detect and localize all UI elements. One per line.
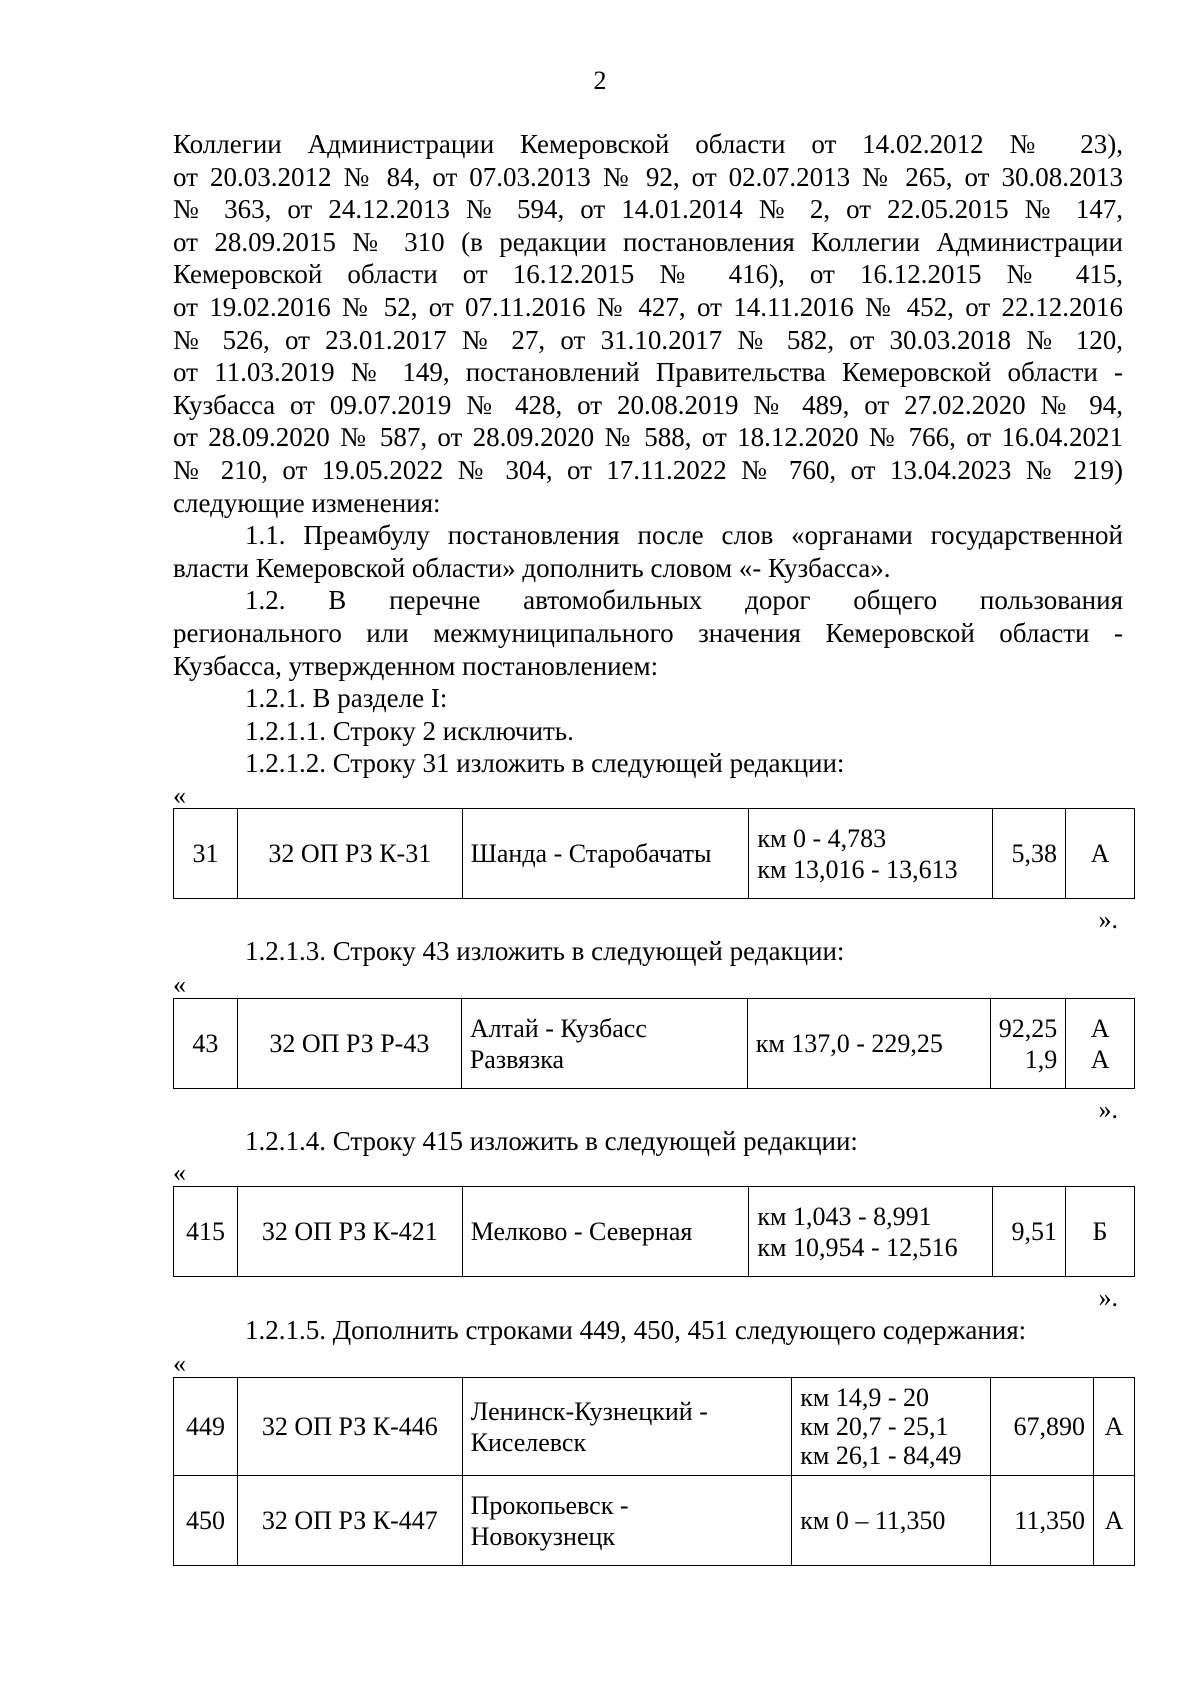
text-line: Кузбасса, утвержденном постановлением: (173, 650, 659, 681)
km-line: км 26,1 - 84,49 (800, 1441, 962, 1470)
text-line: регионального или межмуниципального значения Кемеровской области - (173, 617, 1123, 648)
paragraph-1-2-1-3: 1.2.1.3. Строку 43 изложить в следующей редакции: (245, 936, 845, 966)
road-category: Б (1066, 1187, 1135, 1277)
road-name-line: Прокопьевск - (470, 1490, 629, 1520)
road-code: 32 ОП РЗ К-31 (237, 809, 462, 899)
text-line: от 19.02.2016 № 52, от 07.11.2016 № 427, от 14.11.2016 № 452, от 22.12.2016 (173, 291, 1123, 322)
km-range: км 0 – 11,350 (792, 1476, 991, 1566)
road-code: 32 ОП РЗ К-446 (237, 1378, 462, 1476)
table-row-415 (173, 1186, 1135, 1277)
km-line: км 13,016 - 13,613 (757, 854, 958, 884)
text-line: Кемеровской области от 16.12.2015 № 416), от 16.12.2015 № 415, (173, 259, 1123, 290)
table-row-31 (173, 808, 1135, 899)
page-number: 2 (593, 66, 607, 95)
text-line: следующие изменения: (173, 487, 441, 518)
road-name (462, 1378, 792, 1476)
paragraph-1-2: 1.2. В перечне автомобильных дорог общего пользования (245, 585, 1123, 616)
road-length (990, 999, 1066, 1089)
table-row (174, 1476, 1135, 1566)
text-line: от 28.09.2020 № 587, от 28.09.2020 № 588, от 18.12.2020 № 766, от 16.04.2021 (173, 422, 1123, 453)
road-name-line: Алтай - Кузбасс (469, 1013, 647, 1043)
text-line: № 363, от 24.12.2013 № 594, от 14.01.2014 № 2, от 22.05.2015 № 147, (173, 194, 1123, 225)
text-line: № 210, от 19.05.2022 № 304, от 17.11.2022 № 760, от 13.04.2023 № 219) (173, 454, 1123, 485)
text-line: от 11.03.2019 № 149, постановлений Правительства Кемеровской области - (173, 357, 1123, 388)
road-name-line: Киселевск (470, 1427, 587, 1457)
km-line: км 14,9 - 20 (800, 1383, 930, 1412)
quote-open: « (173, 781, 186, 810)
text-line: власти Кемеровской области» дополнить словом «- Кузбасса». (173, 552, 891, 583)
quote-open: « (173, 970, 186, 999)
road-name (462, 1476, 792, 1566)
paragraph-1-1: 1.1. Преамбулу постановления после слов «органами государственной (245, 520, 1123, 551)
table-rows-449-451 (173, 1377, 1135, 1566)
km-line: км 0 - 4,783 (757, 823, 887, 853)
text-line: Кузбасса от 09.07.2019 № 428, от 20.08.2019 № 489, от 27.02.2020 № 94, (173, 389, 1123, 420)
road-length: 11,350 (991, 1476, 1094, 1566)
road-length: 9,51 (993, 1187, 1066, 1277)
text-line: от 20.03.2012 № 84, от 07.03.2013 № 92, от 02.07.2013 № 265, от 30.08.2013 (173, 161, 1123, 192)
road-code: 32 ОП РЗ Р-43 (237, 999, 461, 1089)
road-length: 67,890 (991, 1378, 1094, 1476)
row-number: 450 (174, 1476, 238, 1566)
road-name-line: Новокузнецк (470, 1521, 616, 1551)
road-category (1066, 999, 1135, 1089)
km-line: км 10,954 - 12,516 (757, 1232, 958, 1262)
row-number: 449 (174, 1378, 238, 1476)
row-number: 31 (174, 809, 238, 899)
km-range (749, 809, 993, 899)
km-line: км 1,043 - 8,991 (757, 1201, 932, 1231)
row-number: 43 (174, 999, 238, 1089)
table-row (174, 1378, 1135, 1476)
text-line: Коллегии Администрации Кемеровской области от 14.02.2012 № 23), (173, 129, 1123, 159)
road-name-line: Ленинск-Кузнецкий - (470, 1396, 708, 1426)
road-length: 5,38 (993, 809, 1066, 899)
road-name-line: Развязка (469, 1044, 565, 1074)
paragraph-1-2-1-4: 1.2.1.4. Строку 415 изложить в следующей редакции: (245, 1126, 858, 1156)
paragraph-1-2-1-5: 1.2.1.5. Дополнить строками 449, 450, 451 следующего содержания: (245, 1315, 1027, 1345)
length-line: 92,25 (998, 1013, 1058, 1043)
length-line: 1,9 (1024, 1044, 1058, 1074)
road-category: А (1066, 809, 1135, 899)
category-line: А (1090, 1044, 1110, 1074)
text-line: от 28.09.2015 № 310 (в редакции постановления Коллегии Администрации (173, 226, 1123, 257)
road-name (461, 999, 747, 1089)
body-text (173, 128, 1123, 780)
quote-close: ». (1098, 905, 1118, 934)
table-row-43 (173, 998, 1135, 1089)
paragraph-1-2-1-2: 1.2.1.2. Строку 31 изложить в следующей редакции: (245, 748, 845, 779)
text-line: № 526, от 23.01.2017 № 27, от 31.10.2017 № 582, от 30.03.2018 № 120, (173, 324, 1123, 355)
quote-close: ». (1098, 1283, 1118, 1312)
quote-open: « (173, 1158, 186, 1187)
quote-open: « (173, 1349, 186, 1378)
quote-close: ». (1098, 1095, 1118, 1124)
paragraph-1-2-1: 1.2.1. В разделе I: (245, 683, 448, 714)
road-name: Шанда - Старобачаты (462, 809, 749, 899)
category-line: А (1090, 1013, 1110, 1043)
paragraph-1-2-1-1: 1.2.1.1. Строку 2 исключить. (245, 715, 574, 746)
road-name: Мелково - Северная (462, 1187, 749, 1277)
row-number: 415 (174, 1187, 238, 1277)
road-code: 32 ОП РЗ К-447 (237, 1476, 462, 1566)
road-category: А (1093, 1476, 1134, 1566)
km-line: км 20,7 - 25,1 (800, 1412, 949, 1441)
km-range: км 137,0 - 229,25 (747, 999, 990, 1089)
road-category: А (1093, 1378, 1134, 1476)
road-code: 32 ОП РЗ К-421 (237, 1187, 462, 1277)
km-range (792, 1378, 991, 1476)
km-range (749, 1187, 993, 1277)
